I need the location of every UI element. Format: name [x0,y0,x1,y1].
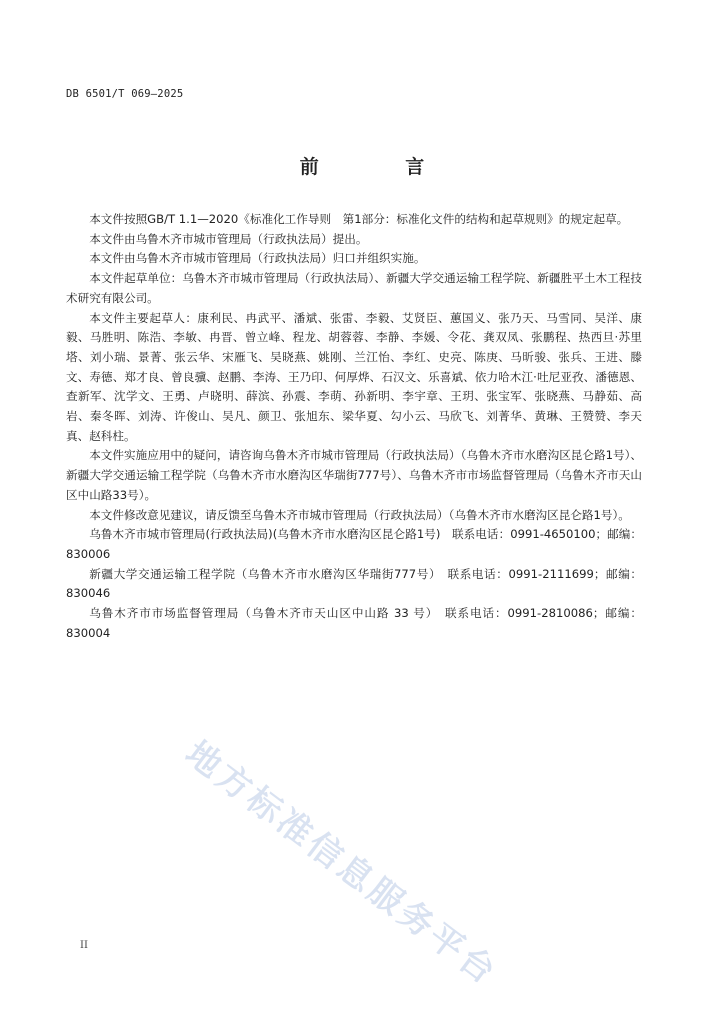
paragraph-inquiry: 本文件实施应用中的疑问，请咨询乌鲁木齐市城市管理局（行政执法局）（乌鲁木齐市水磨沟区昆仑路1号）、新疆大学交通运输工程学院（乌鲁木齐市水磨沟区华瑞街777号）、乌鲁木齐市市场监督管理局（乌鲁木齐市天山区中山路33号）。 [66,448,642,502]
contact-market-supervision: 乌鲁木齐市市场监督管理局（乌鲁木齐市天山区中山路 33 号） 联系电话：0991-2810086；邮编：830004 [66,606,642,640]
watermark: 地方标准信息服务平台 [177,733,506,994]
contact-xinjiang-university: 新疆大学交通运输工程学院（乌鲁木齐市水磨沟区华瑞街777号） 联系电话：0991-2111699；邮编：830046 [66,566,642,601]
foreword-body [66,210,642,643]
contact-city-management: 乌鲁木齐市城市管理局(行政执法局)(乌鲁木齐市水磨沟区昆仑路1号) 联系电话：0991-4650100；邮编：830006 [66,527,642,561]
paragraph-drafters: 本文件主要起草人：康利民、冉武平、潘斌、张雷、李毅、艾贤臣、蕙国义、张乃天、马雪同、吴洋、康毅、马胜明、陈浩、李敏、冉晋、曾立峰、程龙、胡蓉蓉、李静、李媛、令花、龚双凤、张鹏程、热西旦·苏里塔、刘小瑞、景菁、张云华、宋雁飞、吴晓燕、姚刚、兰江怡、李红、史亮、陈庚、马昕骏、张兵、王进、滕文、寿德、郑才良、曾良骥、赵鹏、李涛、王乃印、何厚烨、石汉文、乐喜斌、依力哈木江·吐尼亚孜、潘德恩、查新军、沈学文、王勇、卢晓明、薛滨、孙震、李萌、孙新明、李宇章、王玥、张宝军、张晓燕、马静茹、高岩、秦冬晖、刘涛、许俊山、吴凡、颜卫、张旭东、梁华夏、勾小云、马欣飞、刘菁华、黄琳、王赞赞、李天真、赵科柱。 [66,310,642,443]
paragraph-administrator: 本文件由乌鲁木齐市城市管理局（行政执法局）归口并组织实施。 [89,251,426,266]
paragraph-feedback: 本文件修改意见建议，请反馈至乌鲁木齐市城市管理局（行政执法局）（乌鲁木齐市水磨沟区昆仑路1号）。 [89,507,630,522]
document-code: DB 6501/T 069—2025 [66,88,184,100]
page-title: 前 言 [299,156,465,178]
paragraph-drafting-basis: 本文件按照GB/T 1.1—2020《标准化工作导则 第1部分：标准化文件的结构和起草规则》的规定起草。 [89,212,629,226]
paragraph-proposer: 本文件由乌鲁木齐市城市管理局（行政执法局）提出。 [89,231,368,246]
page-number: II [80,940,88,951]
paragraph-drafting-units: 本文件起草单位：乌鲁木齐市城市管理局（行政执法局）、新疆大学交通运输工程学院、新疆胜平土木工程技术研究有限公司。 [66,271,642,305]
